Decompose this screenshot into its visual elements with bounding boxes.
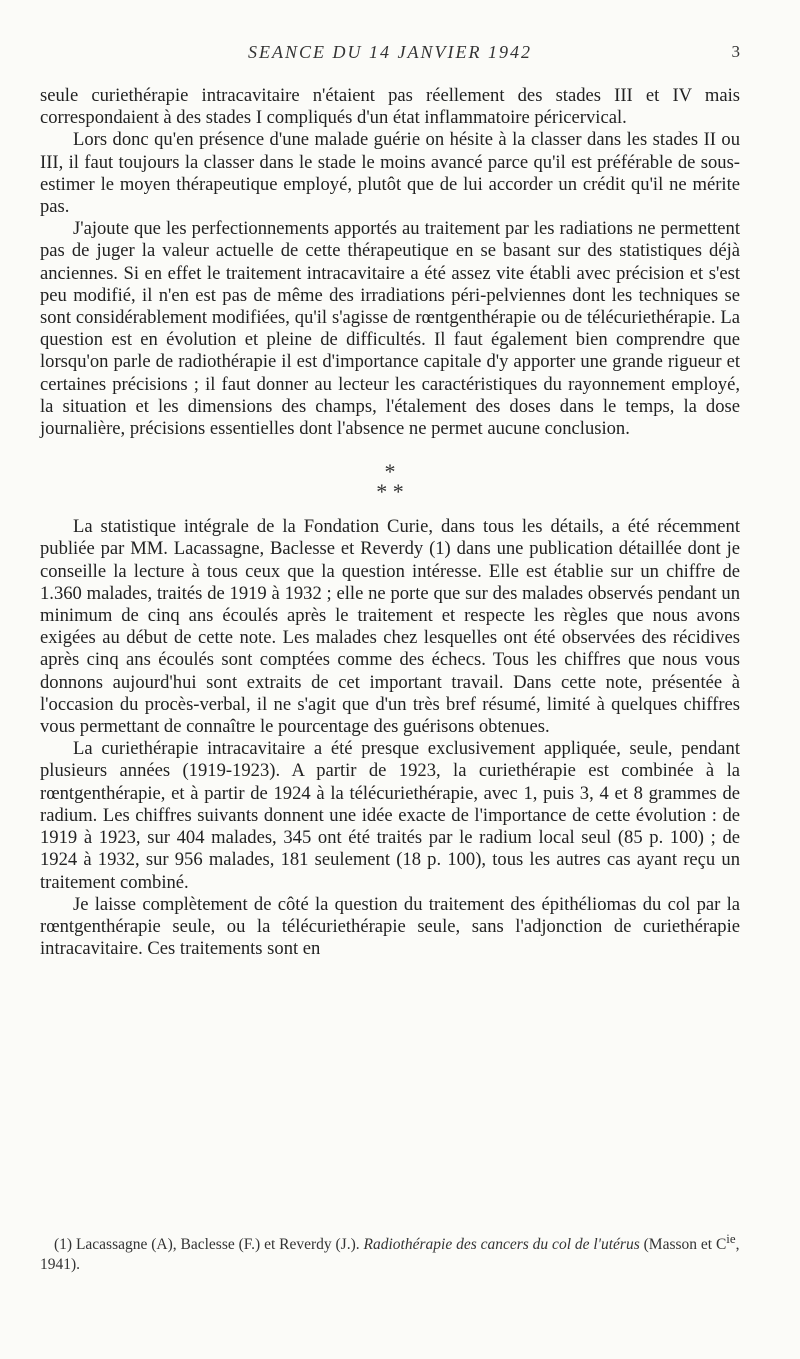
footnote-text xyxy=(40,1229,740,1275)
page-number: 3 xyxy=(731,42,740,61)
paragraph: Lors donc qu'en présence d'une malade guérie on hésite à la classer dans les stades II ou III, il faut toujours la classer dans le stade le moins avancé parce qu'il est préférable de sous-estimer le moyen thérapeutique employé, plutôt que de lui accorder un crédit qu'il ne mérite pas. xyxy=(40,129,740,218)
footnote xyxy=(40,1229,740,1275)
body-text xyxy=(40,85,740,960)
footnote-year: , 1941). xyxy=(40,1236,740,1274)
running-head: SEANCE DU 14 JANVIER 1942 xyxy=(248,42,532,62)
paragraph: La statistique intégrale de la Fondation Curie, dans tous les détails, a été récemment publiée par MM. Lacassagne, Baclesse et Reverdy (1) dans une publication détaillée dont je conseille la lecture à tous ceux que la question intéresse. Elle est établie sur un chiffre de 1.360 malades, traités de 1919 à 1932 ; elle ne porte que sur des malades observés pendant un minimum de cinq ans écoulés après le traitement et respecte les règles que nous avons exigées au début de cette note. Les malades chez lesquelles ont été observées des récidives après cinq ans écoulés sont comptées comme des échecs. Tous les chiffres que nous vous donnons aujourd'hui sont extraits de cet important travail. Dans cette note, présentée à l'occasion du procès-verbal, il ne s'agit que d'un très bref résumé, limité à quelques chiffres vous permettant de connaître le pourcentage des guérisons obtenues. xyxy=(40,516,740,738)
paragraph: Je laisse complètement de côté la question du traitement des épithéliomas du col par la rœntgenthérapie seule, ou la télécuriethérapie seule, sans l'adjonction de curiethérapie intracavitaire. Ces traitements sont en xyxy=(40,893,740,960)
asterism-bottom: * * xyxy=(376,479,404,505)
footnote-authors: (1) Lacassagne (A), Baclesse (F.) et Reverdy (J.). xyxy=(54,1236,360,1254)
footnote-title: Radiothérapie des cancers du col de l'utérus xyxy=(363,1236,640,1254)
paragraph: seule curiethérapie intracavitaire n'étaient pas réellement des stades III et IV mais correspondaient à des stades I compliqués d'un état inflammatoire péricervical. xyxy=(40,85,740,129)
page-header xyxy=(40,42,740,68)
footnote-publisher: (Masson et C xyxy=(643,1236,727,1254)
paragraph: La curiethérapie intracavitaire a été presque exclusivement appliquée, seule, pendant plusieurs années (1919-1923). A partir de 1923, la curiethérapie est combinée à la rœntgenthérapie, et à partir de 1924 à la télécuriethérapie, avec 1, puis 3, 4 et 8 grammes de radium. Les chiffres suivants donnent une idée exacte de l'importance de cette évolution : de 1919 à 1923, sur 404 malades, 345 ont été traités par le radium local seul (85 p. 100) ; de 1924 à 1932, sur 956 malades, 181 seulement (18 p. 100), tous les autres cas ayant reçu un traitement combiné. xyxy=(40,738,740,893)
footnote-superscript: ie xyxy=(726,1231,736,1246)
section-asterism xyxy=(40,459,740,505)
asterism-top: * xyxy=(384,459,396,485)
paragraph: J'ajoute que les perfectionnements apportés au traitement par les radiations ne permettent pas de juger la valeur actuelle de cette thérapeutique en se basant sur des statistiques déjà anciennes. Si en effet le traitement intracavitaire a été assez vite établi avec précision et s'est peu modifié, il n'en est pas de même des irradiations péri-pelviennes dont les techniques se sont considérablement modifiées, qu'il s'agisse de rœntgenthérapie ou de télécuriethérapie. La question est en évolution et pleine de difficultés. Il faut également bien comprendre que lorsqu'on parle de radiothérapie il est d'importance capitale d'y apporter une grande rigueur et certaines précisions ; il faut donner au lecteur les caractéristiques du rayonnement employé, la situation et les dimensions des champs, l'étalement des doses dans le temps, la dose journalière, précisions essentielles dont l'absence ne permet aucune conclusion. xyxy=(40,218,740,440)
